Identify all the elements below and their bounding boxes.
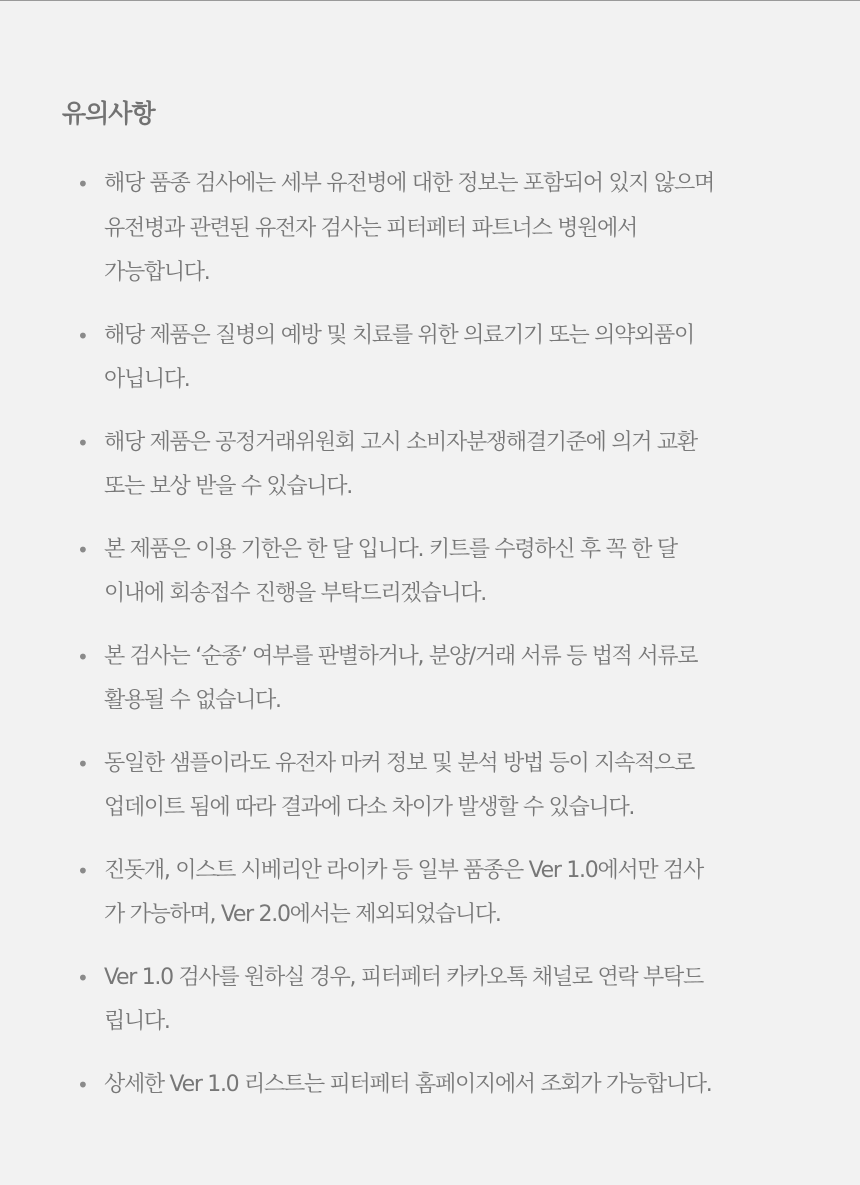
bullet-icon: • xyxy=(77,537,88,562)
notice-item xyxy=(62,421,832,510)
notice-item-text: 본 제품은 이용 기한은 한 달 입니다. 키트를 수령하신 후 꼭 한 달 이내에 회송접수 진행을 부탁드리겠습니다. xyxy=(104,536,677,606)
bullet-icon: • xyxy=(77,751,88,776)
notice-item-text: Ver 1.0 검사를 원하실 경우, 피터페터 카카오톡 채널로 연락 부탁드 립니다. xyxy=(104,964,703,1034)
bullet-icon: • xyxy=(77,1072,88,1097)
notice-item xyxy=(62,956,832,1045)
bullet-icon: • xyxy=(77,323,88,348)
notice-item-text: 진돗개, 이스트 시베리안 라이카 등 일부 품종은 Ver 1.0에서만 검사 가 가능하며, Ver 2.0에서는 제외되었습니다. xyxy=(104,857,703,927)
notice-item xyxy=(62,162,832,296)
bullet-icon: • xyxy=(77,430,88,455)
notice-item xyxy=(62,1063,832,1108)
notice-item-text: 본 검사는 ‘순종’ 여부를 판별하거나, 분양/거래 서류 등 법적 서류로 활용될 수 없습니다. xyxy=(104,643,698,713)
bullet-icon: • xyxy=(77,172,88,196)
notice-item xyxy=(62,314,832,403)
bullet-icon: • xyxy=(77,858,88,883)
notice-item xyxy=(62,849,832,938)
notice-item-text: 해당 제품은 공정거래위원회 고시 소비자분쟁해결기준에 의거 교환 또는 보상 받을 수 있습니다. xyxy=(104,429,697,499)
top-divider xyxy=(0,0,860,1)
notice-title: 유의사항 xyxy=(62,99,155,128)
bullet-icon: • xyxy=(77,965,88,990)
notice-item-text: 해당 품종 검사에는 세부 유전병에 대한 정보는 포함되어 있지 않으며 유전병과 관련된 유전자 검사는 피터페터 파트너스 병원에서 가능합니다. xyxy=(104,171,714,285)
notice-item xyxy=(62,635,832,724)
notice-item xyxy=(62,528,832,617)
notice-section xyxy=(62,96,832,1125)
notice-item-text: 동일한 샘플이라도 유전자 마커 정보 및 분석 방법 등이 지속적으로 업데이트 됨에 따라 결과에 다소 차이가 발생할 수 있습니다. xyxy=(104,750,694,820)
notice-item-text: 상세한 Ver 1.0 리스트는 피터페터 홈페이지에서 조회가 가능합니다. xyxy=(104,1071,712,1097)
bullet-icon: • xyxy=(77,644,88,669)
notice-list xyxy=(62,162,832,1107)
notice-item-text: 해당 제품은 질병의 예방 및 치료를 위한 의료기기 또는 의약외품이 아닙니다. xyxy=(104,322,694,392)
notice-item xyxy=(62,742,832,831)
